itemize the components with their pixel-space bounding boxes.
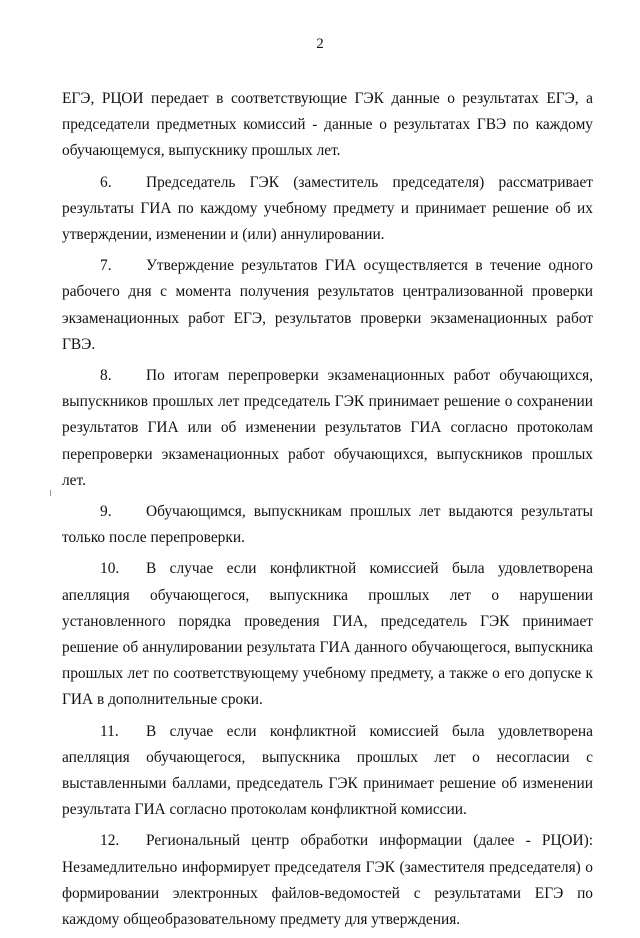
paragraph-number: 8. <box>100 367 112 385</box>
paragraph-number: 9. <box>100 503 112 521</box>
paragraph-12 <box>62 828 593 933</box>
paragraph-8 <box>62 363 593 494</box>
document-body <box>62 86 593 938</box>
paragraph-7 <box>62 253 593 358</box>
paragraph-text: Региональный центр обработки информации (далее - РЦОИ): Незамедлительно информирует председателя ГЭК (заместителя председателя) о формировании электронных файлов-ведомостей с результатами ЕГЭ по каждому общеобразовательному предмету для утверждения. <box>62 832 593 929</box>
paragraph-text: По итогам перепроверки экзаменационных работ обучающихся, выпускников прошлых лет председатель ГЭК принимает решение о сохранении результатов ГИА или об изменении результатов ГИА согласно протоколам перепроверки экзаменационных работ обучающихся, выпускников прошлых лет. <box>62 367 593 489</box>
paragraph-text: Председатель ГЭК (заместитель председателя) рассматривает результаты ГИА по каждому учебному предмету и принимает решение об их утверждении, изменении и (или) аннулировании. <box>62 173 593 244</box>
scan-artifact <box>50 490 51 496</box>
paragraph-number: 11. <box>100 722 119 740</box>
paragraph-11 <box>62 719 593 824</box>
paragraph-10 <box>62 556 593 713</box>
paragraph-number: 6. <box>100 173 112 191</box>
paragraph-continuation <box>62 86 593 165</box>
paragraph-text: Обучающимся, выпускникам прошлых лет выдаются результаты только после перепроверки. <box>62 503 593 547</box>
paragraph-number: 12. <box>100 832 120 850</box>
paragraph-6 <box>62 170 593 249</box>
paragraph-text: В случае если конфликтной комиссией была удовлетворена апелляция обучающегося, выпускника прошлых лет о несогласии с выставленными баллами, председатель ГЭК принимает решение об изменении результата ГИА согласно протоколам конфликтной комиссии. <box>62 722 593 819</box>
paragraph-number: 10. <box>100 560 120 578</box>
paragraph-number: 7. <box>100 257 112 275</box>
paragraph-9 <box>62 499 593 551</box>
paragraph-text: В случае если конфликтной комиссией была удовлетворена апелляция обучающегося, выпускника прошлых лет о нарушении установленного порядка проведения ГИА, председатель ГЭК принимает решение об аннулировании результата ГИА данного обучающегося, выпускника прошлых лет по соответствующему учебному предмету, а также о его допуске к ГИА в дополнительные сроки. <box>62 560 593 709</box>
page-number: 2 <box>316 36 324 52</box>
paragraph-text: Утверждение результатов ГИА осуществляется в течение одного рабочего дня с момента получения результатов централизованной проверки экзаменационных работ ЕГЭ, результатов проверки экзаменационных работ ГВЭ. <box>62 257 593 353</box>
paragraph-text: ЕГЭ, РЦОИ передает в соответствующие ГЭК данные о результатах ЕГЭ, а председатели предметных комиссий - данные о результатах ГВЭ по каждому обучающемуся, выпускнику прошлых лет. <box>62 90 593 160</box>
